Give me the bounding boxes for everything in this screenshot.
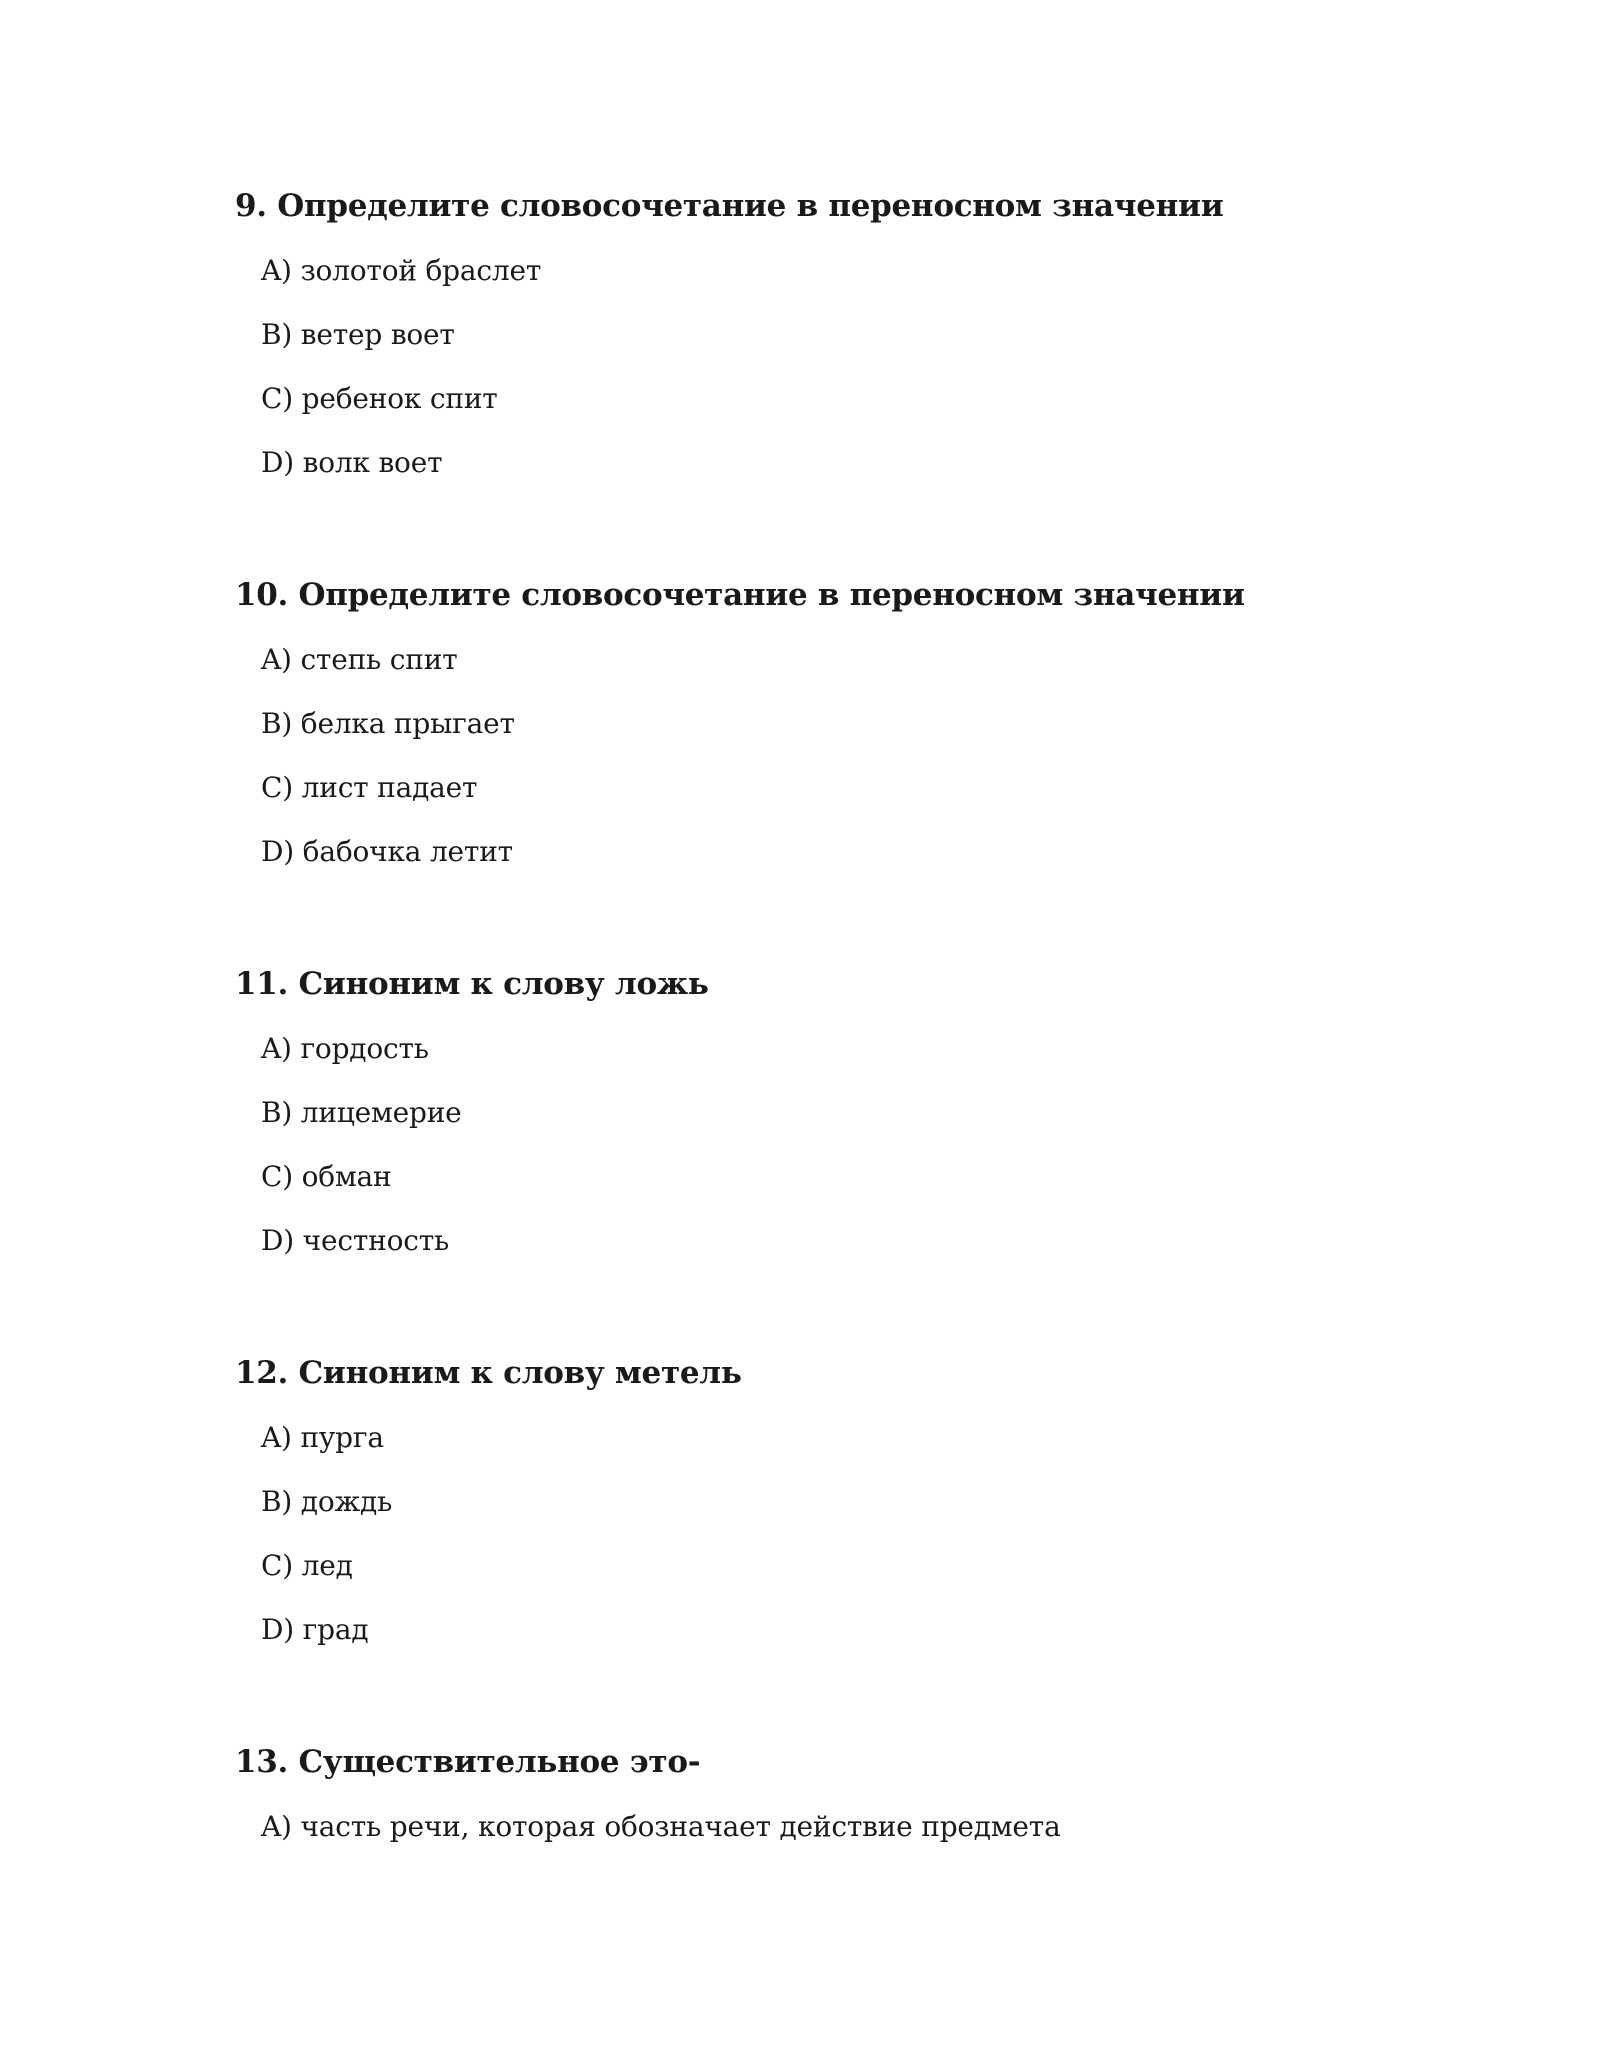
question-title: 9. Определите словосочетание в переносном значении [235, 188, 1224, 224]
answer-options [261, 1029, 1485, 1261]
option-c: C) обман [261, 1160, 392, 1193]
option-b: B) белка прыгает [261, 707, 515, 740]
question-title: 13. Существительное это- [235, 1744, 701, 1780]
question-title: 12. Синоним к слову метель [235, 1355, 742, 1391]
option-d: D) град [261, 1613, 369, 1646]
option-d: D) честность [261, 1224, 450, 1257]
option-a: A) пурга [261, 1421, 384, 1454]
option-a: A) золотой браслет [261, 254, 542, 287]
option-a: A) степь спит [261, 643, 458, 676]
option-b: B) ветер воет [261, 318, 455, 351]
answer-options [261, 640, 1485, 872]
question-12 [235, 1353, 1485, 1674]
option-d: D) волк воет [261, 446, 443, 479]
option-d: D) бабочка летит [261, 835, 513, 868]
option-c: C) ребенок спит [261, 382, 498, 415]
question-10 [235, 575, 1485, 896]
option-b: B) дождь [261, 1485, 393, 1518]
answer-options [261, 251, 1485, 483]
option-a: A) гордость [261, 1032, 429, 1065]
question-title: 10. Определите словосочетание в переносном значении [235, 577, 1245, 613]
option-c: C) лист падает [261, 771, 478, 804]
question-9 [235, 186, 1485, 507]
question-13 [235, 1742, 1485, 1871]
answer-options [261, 1418, 1485, 1650]
answer-options [261, 1807, 1485, 1847]
option-a: A) часть речи, которая обозначает действие предмета [261, 1810, 1061, 1843]
option-c: C) лед [261, 1549, 353, 1582]
question-title: 11. Синоним к слову ложь [235, 966, 709, 1002]
question-11 [235, 964, 1485, 1285]
option-b: B) лицемерие [261, 1096, 462, 1129]
